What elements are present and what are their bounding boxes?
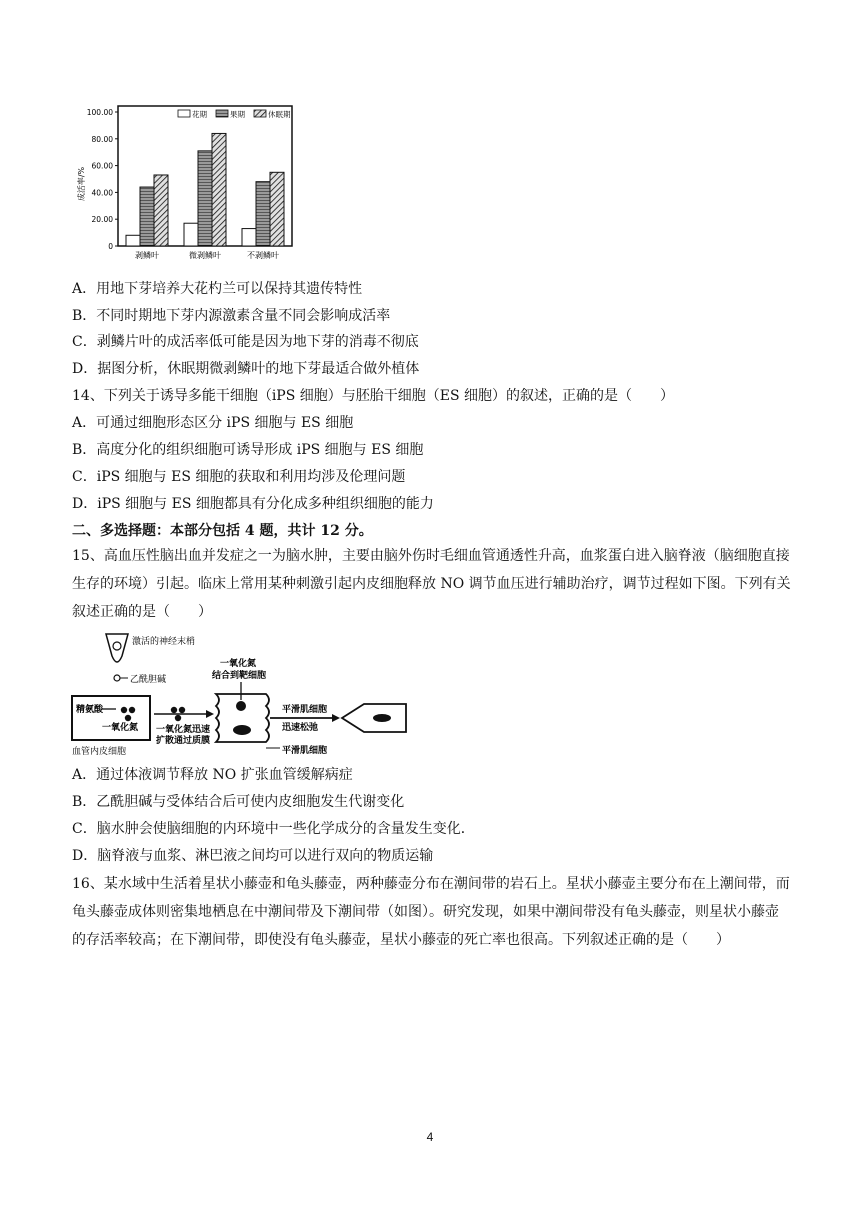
nerve-vesicle [113,642,121,650]
bar-果期-剥鳞叶 [140,187,154,246]
survival-rate-bar-chart [70,86,302,266]
chart-ylabel: 成活率/% [77,166,86,202]
q13-option-c: C．剥鳞片叶的成活率低可能是因为地下芽的消毒不彻底 [72,334,419,350]
arrowhead [206,710,214,718]
bar-花期-微剥鳞叶 [184,223,198,246]
no-dot [175,715,181,721]
q13-option-d: D．据图分析，休眠期微剥鳞叶的地下芽最适合做外植体 [72,361,420,377]
q15-option-d: D．脑脊液与血浆、淋巴液之间均可以进行双向的物质运输 [72,848,434,864]
receptor-icon [236,701,246,711]
q15-stem: 15、高血压性脑出血并发症之一为脑水肿，主要由脑外伤时毛细血管通透性升高，血浆蛋白进入脑脊液（脑细胞直接生存的环境）引起。临床上常用某种刺激引起内皮细胞释放 NO 调节血压进行辅助治疗，调节过程如下图。下列有关叙述正确的是（ ） [72,548,791,620]
q14-stem: 14、下列关于诱导多能干细胞（iPS 细胞）与胚胎干细胞（ES 细胞）的叙述，正确的是（ ） [72,388,675,404]
label-arginine: 精氨酸 [76,705,104,715]
no-dot [121,707,127,713]
bar-果期-微剥鳞叶 [198,151,212,246]
q15-option-b: B．乙酰胆碱与受体结合后可使内皮细胞发生代谢变化 [72,794,405,810]
legend-swatch [254,110,266,117]
q14-option-c: C．iPS 细胞与 ES 细胞的获取和利用均涉及伦理问题 [72,469,406,485]
label-relax-1: 平滑肌细胞 [282,705,328,715]
label-diffuse-1: 一氧化氮迅速 [156,725,211,735]
label-bind-1: 一氧化氮 [220,659,257,669]
label-no-inside: 一氧化氮 [102,723,139,733]
legend-swatch [216,110,228,117]
y-tick-label: 20.00 [91,215,113,225]
label-diffuse-2: 扩散通过质膜 [156,736,211,746]
label-nerve: 激活的神经末梢 [132,637,196,647]
q14-option-d: D．iPS 细胞与 ES 细胞都具有分化成多种组织细胞的能力 [72,496,434,512]
legend-label: 休眠期 [268,110,291,119]
chart-legend [178,109,291,119]
legend-label: 花期 [192,110,207,119]
no-dot [129,707,135,713]
no-regulation-diagram [70,630,410,765]
arrowhead [332,714,340,722]
bar-花期-剥鳞叶 [126,235,140,246]
page-number: 4 [426,1130,434,1144]
q15-option-a: A．通过体液调节释放 NO 扩张血管缓解病症 [72,767,353,783]
no-dot [125,715,131,721]
bar-休眠期-微剥鳞叶 [212,133,226,246]
y-tick-label: 100.00 [86,108,113,117]
y-tick-label: 40.00 [91,188,113,198]
q13-option-b: B．不同时期地下芽内源激素含量不同会影响成活率 [72,308,391,324]
chart-bars [126,133,284,246]
y-tick-label: 80.00 [91,134,113,144]
section-heading: 二、多选择题：本部分包括 4 题，共计 12 分。 [72,523,373,539]
q13-option-a: A．用地下芽培养大花杓兰可以保持其遗传特性 [72,281,363,297]
label-relax-2: 迅速松弛 [282,723,319,733]
q14-option-b: B．高度分化的组织细胞可诱导形成 iPS 细胞与 ES 细胞 [72,442,424,458]
target-nucleus [233,725,251,735]
ach-molecule [114,675,120,681]
no-dot [171,707,177,713]
muscle-nucleus [373,714,391,722]
bar-花期-不剥鳞叶 [242,229,256,246]
y-tick-label: 60.00 [91,161,113,171]
label-endothelial: 血管内皮细胞 [72,747,127,757]
x-tick-label: 剥鳞叶 [135,251,159,260]
bar-果期-不剥鳞叶 [256,182,270,246]
nerve-terminal-shape [106,634,128,662]
endothelial-cell [72,696,150,740]
label-bind-2: 结合到靶细胞 [212,671,267,681]
label-ach: 乙酰胆碱 [130,675,167,685]
bar-休眠期-剥鳞叶 [154,175,168,246]
legend-swatch [178,110,190,117]
x-tick-label: 微剥鳞叶 [189,251,221,260]
x-tick-label: 不剥鳞叶 [247,251,279,260]
label-smooth-muscle: 平滑肌细胞 [282,746,328,756]
bar-休眠期-不剥鳞叶 [270,172,284,246]
legend-label: 果期 [230,110,245,119]
q15-option-c: C．脑水肿会使脑细胞的内环境中一些化学成分的含量发生变化． [72,821,475,837]
y-tick-label: 0 [108,242,113,251]
q14-option-a: A．可通过细胞形态区分 iPS 细胞与 ES 细胞 [72,415,354,431]
no-dot [179,707,185,713]
q16-stem: 16、某水域中生活着星状小藤壶和龟头藤壶，两种藤壶分布在潮间带的岩石上。星状小藤壶主要分布在上潮间带，而龟头藤壶成体则密集地栖息在中潮间带及下潮间带（如图）。研究发现，如果中潮间带没有龟头藤壶，则星状小藤壶的存活率较高；在下潮间带，即使没有龟头藤壶，星状小藤壶的死亡率也很高。下列叙述正确的是（ ） [72,876,790,948]
